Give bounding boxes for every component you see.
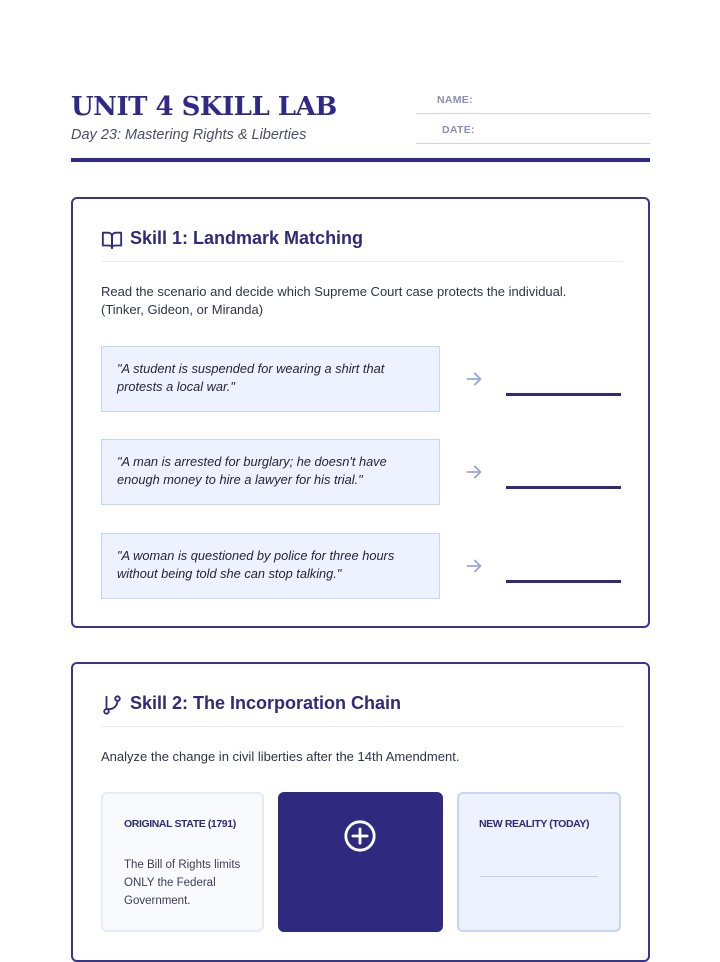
page-subtitle: Day 23: Mastering Rights & Liberties <box>71 127 307 143</box>
original-state-text: The Bill of Rights limits ONLY the Federal Government. <box>124 859 241 907</box>
skill-2-title: Skill 2: The Incorporation Chain <box>130 693 402 713</box>
answer-blank-3[interactable] <box>506 580 621 583</box>
name-field[interactable] <box>416 90 650 114</box>
skill-2-instructions: Analyze the change in civil liberties after the 14th Amendment. <box>101 749 460 764</box>
arrow-right-icon <box>463 555 485 577</box>
new-reality-answer-line[interactable] <box>480 876 598 877</box>
scenario-card-1: "A student is suspended for wearing a shirt that protests a local war." <box>101 346 440 412</box>
arrow-right-icon <box>463 461 485 483</box>
date-field[interactable] <box>416 120 650 144</box>
skill-1-instructions: Read the scenario and decide which Supreme Court case protects the individual. (Tinker, Gideon, or Miranda) <box>101 284 567 317</box>
plus-circle-icon <box>343 819 377 853</box>
scenario-card-3: "A woman is questioned by police for three hours without being told she can stop talking." <box>101 533 440 599</box>
git-branch-icon <box>101 694 123 716</box>
new-reality-box <box>457 792 621 932</box>
date-label: DATE: <box>442 124 475 136</box>
page-title: UNIT 4 SKILL LAB <box>71 92 337 122</box>
skill-2-card <box>71 662 650 962</box>
header-divider <box>71 158 650 162</box>
skill-1-heading <box>101 227 622 262</box>
worksheet-header <box>71 90 650 162</box>
arrow-right-icon <box>463 368 485 390</box>
scenario-card-2: "A man is arrested for burglary; he doesn't have enough money to hire a lawyer for his trial." <box>101 439 440 505</box>
answer-blank-1[interactable] <box>506 393 621 396</box>
skill-1-title: Skill 1: Landmark Matching <box>130 228 364 248</box>
new-reality-title: NEW REALITY (TODAY) <box>479 818 590 830</box>
original-state-box <box>101 792 264 932</box>
skill-2-heading <box>101 692 622 727</box>
incorporation-box <box>278 792 443 932</box>
open-book-icon <box>101 229 123 251</box>
original-state-title: ORIGINAL STATE (1791) <box>124 818 236 830</box>
answer-blank-2[interactable] <box>506 486 621 489</box>
skill-1-card <box>71 197 650 628</box>
name-label: NAME: <box>437 94 473 106</box>
